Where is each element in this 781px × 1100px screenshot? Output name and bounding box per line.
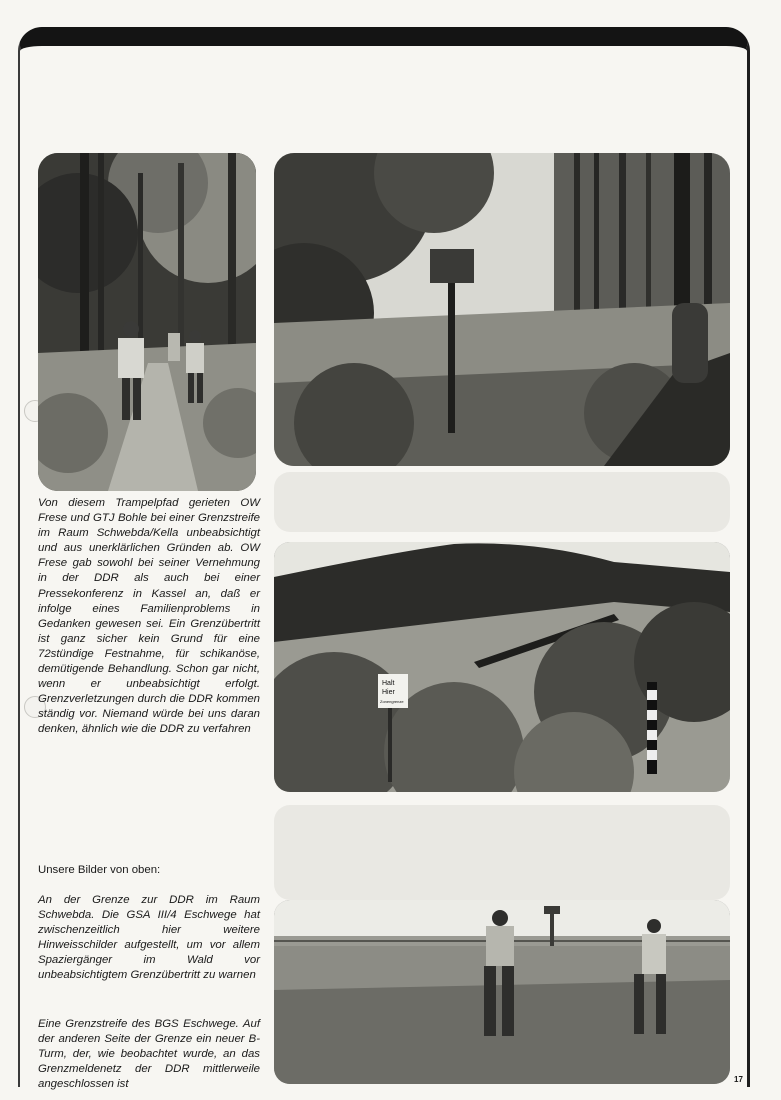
photo-border-signpost bbox=[274, 153, 730, 466]
photo-border-patrol-field bbox=[274, 900, 730, 1084]
sign-text-halt: Halt bbox=[382, 680, 395, 687]
ghosted-bleed-through bbox=[274, 472, 730, 532]
sign-text-hier: Hier bbox=[382, 689, 395, 696]
caption-schwebda-signs: An der Grenze zur DDR im Raum Schwebda. Die GSA III/4 Eschwege hat zwischenzeitlich hier weitere Hinweisschilder aufgestellt, um vor allem Spaziergänger im Wald vor unbeabsichtigtem Grenzübertritt zu warnen bbox=[38, 894, 260, 982]
photo-forest-trail bbox=[38, 153, 256, 491]
page-number: 17 bbox=[734, 1075, 743, 1084]
photo-border-fence-hill bbox=[274, 542, 730, 792]
sign-text-zonengrenze: Zonengrenze bbox=[380, 699, 404, 704]
caption-trampelpfad: Von diesem Trampelpfad gerieten OW Frese und GTJ Bohle bei einer Grenzstreife im Raum Schwebda/Kella unbeabsichtigt und aus unerklärlichen Gründen ab. OW Frese gab sowohl bei seiner Vernehmung in der DDR als auch bei einer Pressekonferenz in Kassel an, daß er infolge eines Familienproblems in Gedanken gewesen sei. Ein Grenzübertritt ist ganz sicher kein Grund für eine 72stündige Festnahme, für schikanöse, demütigende Behandlung. Schon gar nicht, wenn er unbeabsichtigt erfolgt. Grenzverletzungen durch die DDR kommen ständig vor. Niemand würde bei uns daran denken, ähnlich wie die DDR zu verfahren bbox=[38, 497, 260, 736]
caption-heading: Unsere Bilder von oben: bbox=[38, 864, 161, 876]
caption-bgs-patrol: Eine Grenzstreife des BGS Eschwege. Auf der anderen Seite der Grenze ein neuer B-Turm, der, wie beobachtet wurde, an das Grenzmeldenetz der DDR mittlerweile angeschlossen ist bbox=[38, 1018, 260, 1091]
ghosted-bleed-through bbox=[274, 805, 730, 900]
